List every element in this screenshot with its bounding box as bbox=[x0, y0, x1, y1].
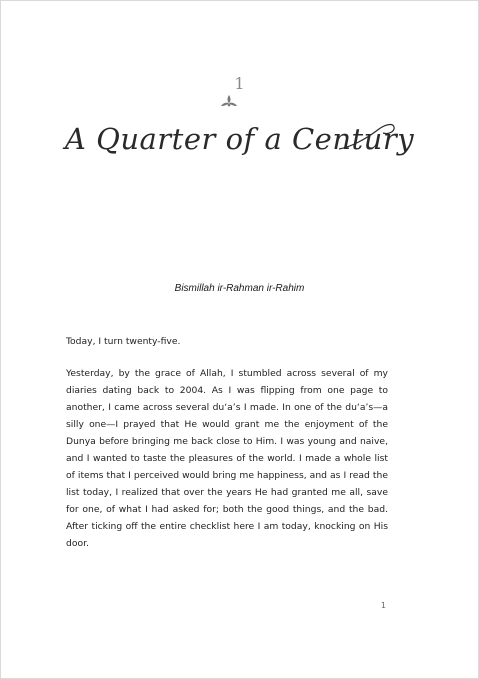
title-swash-decoration bbox=[331, 119, 401, 159]
invocation-line: Bismillah ir-Rahman ir-Rahim bbox=[174, 283, 305, 294]
page-number: 1 bbox=[380, 601, 386, 610]
chapter-title: A Quarter of a Century bbox=[64, 122, 415, 156]
chapter-number: 1 bbox=[234, 74, 245, 93]
paragraph-1: Today, I turn twenty-five. bbox=[66, 336, 181, 347]
paragraph-2: Yesterday, by the grace of Allah, I stumbled across several of my diaries dating back to 2004. As I was flipping from one page to another, I came across several du‘a’s I made. In one of the du‘a’s—a silly one—I prayed that He would grant me the enjoyment of the Dunya before bringing me back close to Him. I was young and naive, and I wanted to taste the pleasures of the world. I made a whole list of items that I perceived would bring me happiness, and as I read the list today, I realized that over the years He had granted me all, save for one, of what I had asked for; both the good things, and the bad. After ticking off the entire checklist here I am today, knocking on His door. bbox=[66, 368, 388, 549]
floral-ornament-icon bbox=[219, 93, 239, 109]
